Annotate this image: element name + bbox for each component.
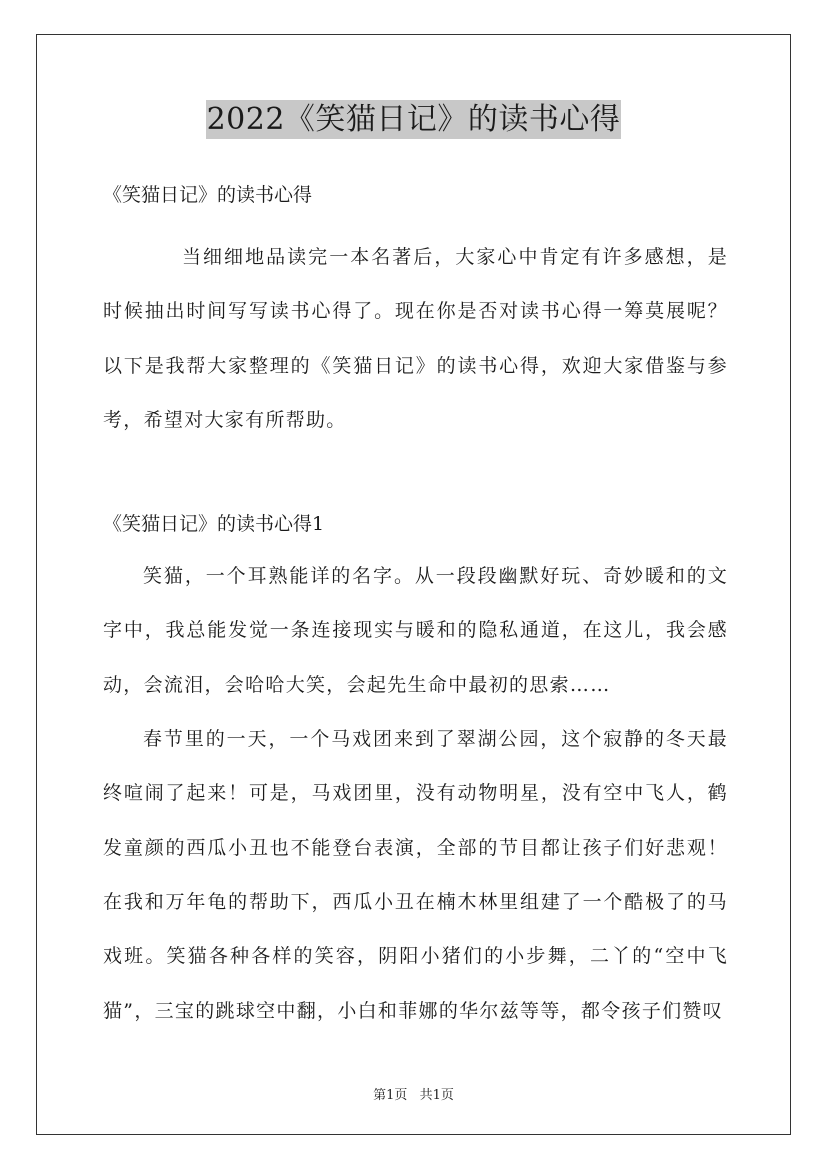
section-spacer xyxy=(103,447,728,505)
page-total: 共1页 xyxy=(419,1088,454,1103)
document-title-text: 2022《笑猫日记》的读书心得 xyxy=(206,102,621,137)
page-footer xyxy=(0,1084,827,1103)
body-paragraph-1: 笑猫，一个耳熟能详的名字。从一段段幽默好玩、奇妙暖和的文字中，我总能发觉一条连接现实与暖和的隐私通道，在这儿，我会感动，会流泪，会哈哈大笑，会起先生命中最初的思索…… xyxy=(103,565,728,696)
page-number: 第1页 xyxy=(373,1088,408,1103)
document-title xyxy=(0,98,827,142)
section-heading: 《笑猫日记》的读书心得1 xyxy=(103,513,325,536)
document-body xyxy=(103,176,728,1038)
document-subtitle: 《笑猫日记》的读书心得 xyxy=(103,184,313,206)
intro-paragraph: 当细细地品读完一本名著后，大家心中肯定有许多感想，是时候抽出时间写写读书心得了。现在你是否对读书心得一筹莫展呢？以下是我帮大家整理的《笑猫日记》的读书心得，欢迎大家借鉴与参考，希望对大家有所帮助。 xyxy=(103,246,728,431)
body-paragraph-2: 春节里的一天，一个马戏团来到了翠湖公园，这个寂静的冬天最终喧闹了起来！可是，马戏团里，没有动物明星，没有空中飞人，鹤发童颜的西瓜小丑也不能登台表演，全部的节目都让孩子们好悲观！在我和万年龟的帮助下，西瓜小丑在楠木林里组建了一个酷极了的马戏班。笑猫各种各样的笑容，阴阳小猪们的小步舞，二丫的“空中飞猫”，三宝的跳球空中翻，小白和菲娜的华尔兹等等，都令孩子们赞叹 xyxy=(103,728,728,1022)
